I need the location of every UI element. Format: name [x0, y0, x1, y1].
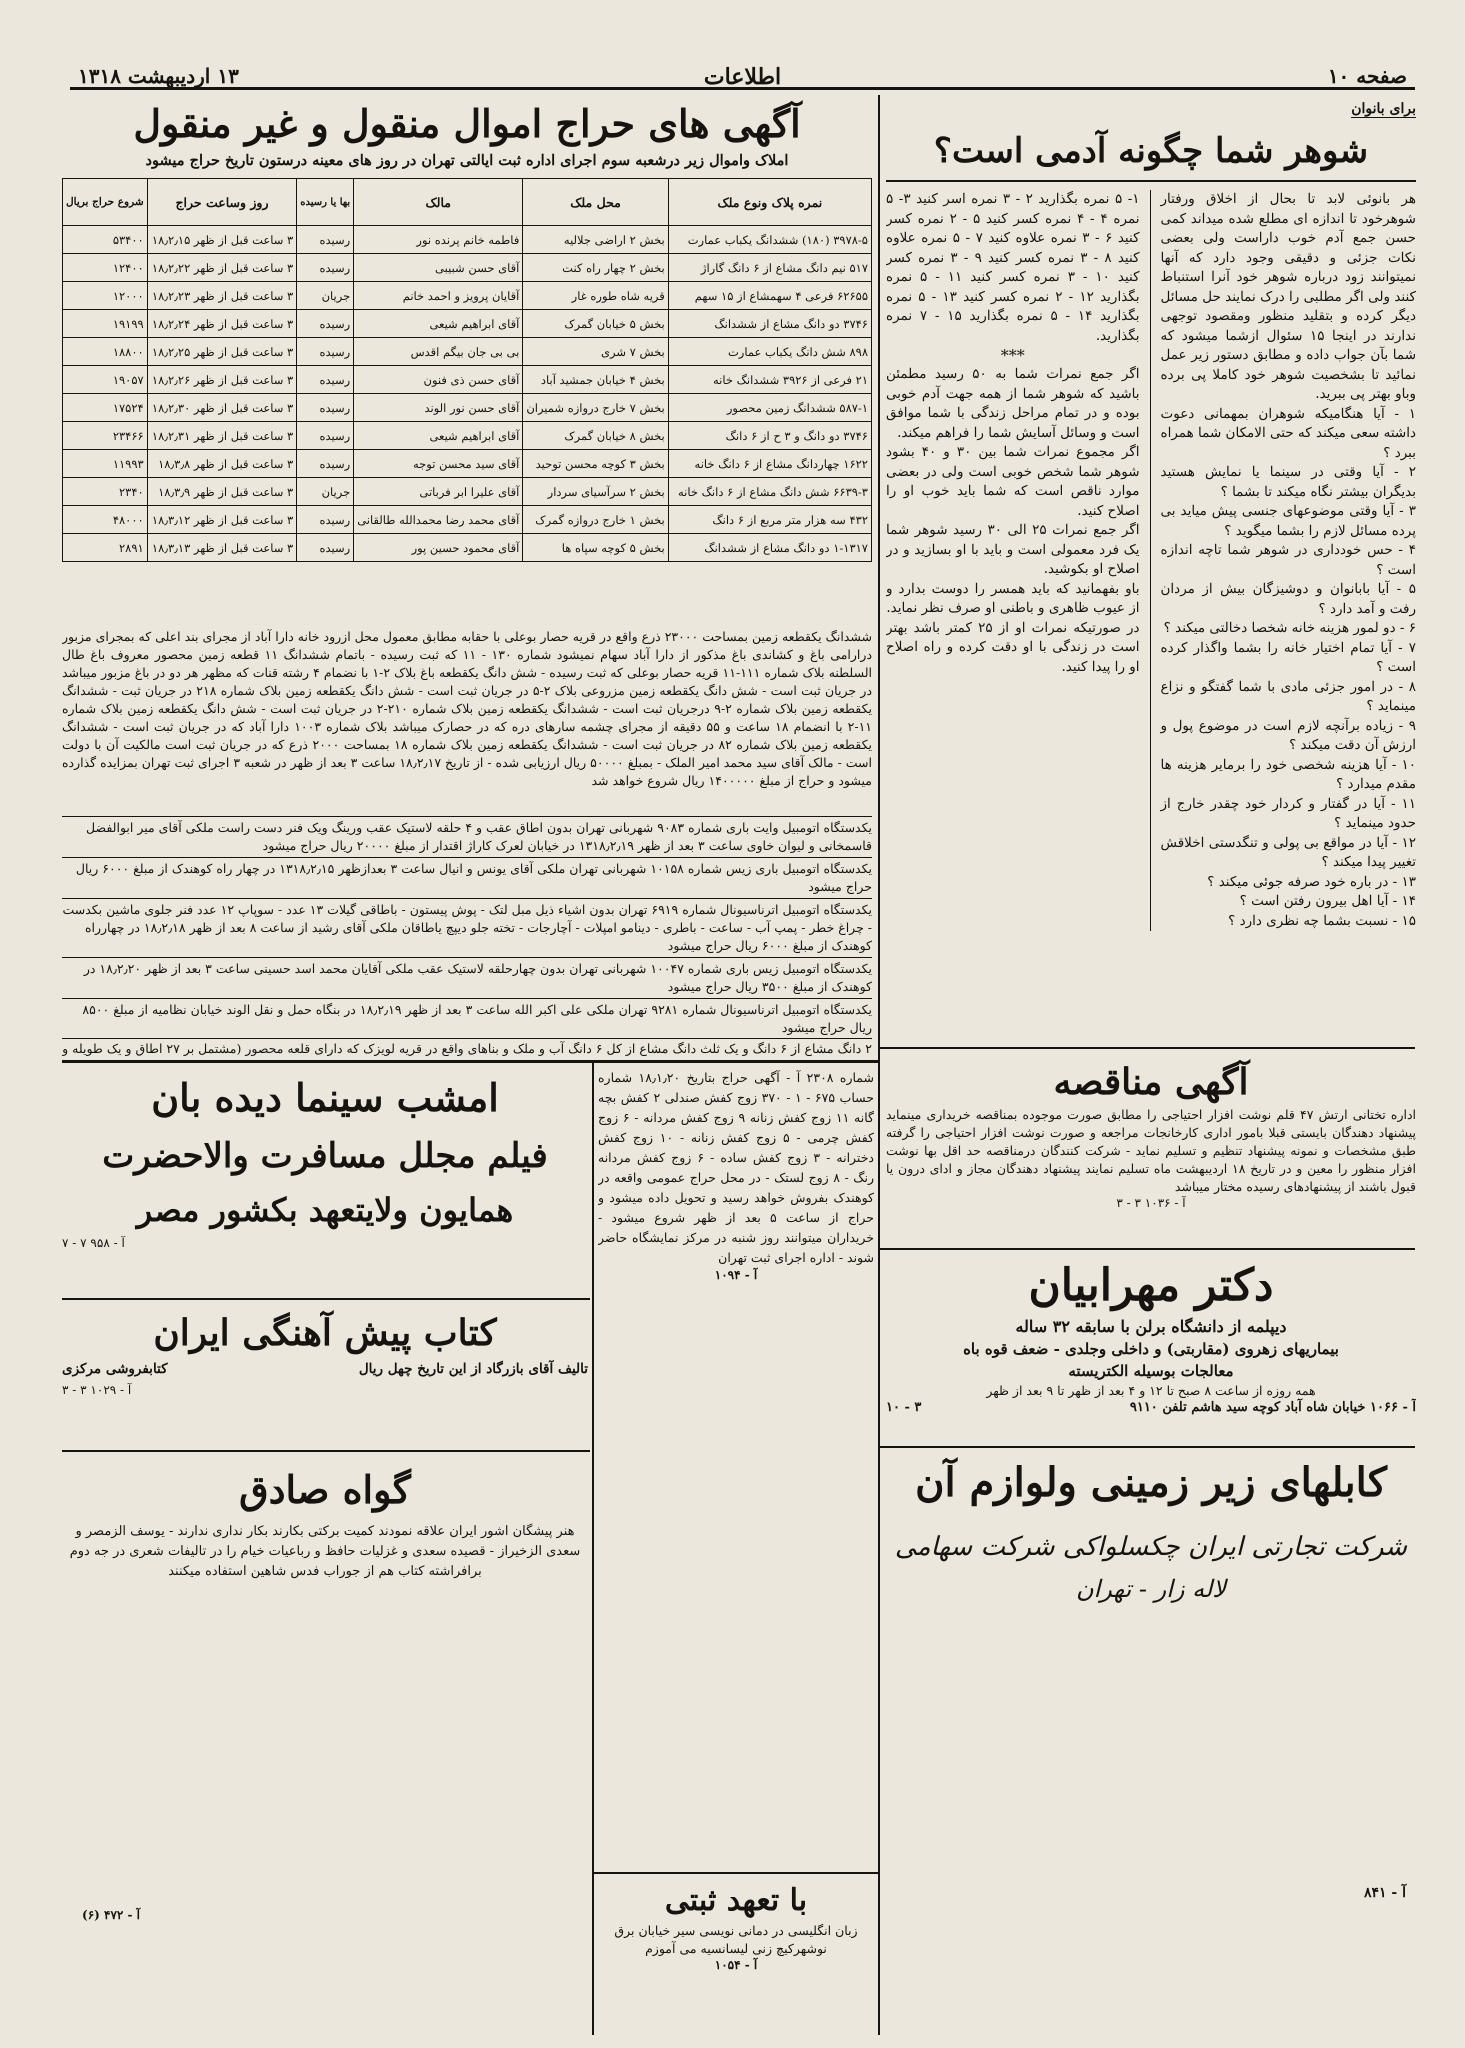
- page-number: صفحه ۱۰: [1327, 64, 1407, 88]
- table-row: ۲۱ فرعی از ۳۹۲۶ ششدانگ خانه بخش ۴ خیابان جمشید آباد آقای حسن ذی فنون رسیده ۳ ساعت قبل از ظهر ۱۸٫۲٫۲۶ ۱۹۰۵۷: [63, 366, 872, 394]
- vehicle-ad: یکدستگاه اتومبیل باری زیس شماره ۱۰۱۵۸ شهربانی تهران ملکی آقای یونس و انیال ساعت ۳ بعدازظهر ۱۳۱۸٫۲٫۱۵ در چهار راه کوهندک از مبلغ ۶۰۰۰ ریال حراج میشود: [62, 858, 872, 899]
- tender-ad: [886, 1058, 1416, 1243]
- bazaar-notice: [598, 1068, 874, 1868]
- women-question: ۱۳ - در باره خود صرفه جوئی میکند ؟: [1207, 873, 1416, 890]
- women-question: ۲ - آیا وقتی در سینما یا نمایش هستید بدیگران بیشتر نگاه میکند تا بشما ؟: [1160, 464, 1416, 500]
- newspaper-name: اطلاعات: [703, 64, 782, 90]
- auction-table: [62, 178, 872, 562]
- tender-code: آ - ۱۰۳۶ ۳ - ۳: [1116, 1196, 1186, 1210]
- book-seller: کتابفروشی مرکزی: [62, 1361, 168, 1377]
- issue-date: ۱۳ اردیبهشت ۱۳۱۸: [78, 64, 239, 88]
- table-header: [63, 179, 872, 226]
- women-answer: باو بفهمانید که باید همسر را دوست بدارد و از عیوب ظاهری و باطنی او صرف نظر نماید.: [886, 580, 1140, 616]
- table-row: ۵۸۷-۱ ششدانگ زمین محصور بخش ۷ خارج دروازه شمیران آقای حسن نور الوند رسیده ۳ ساعت قبل از ظهر ۱۸٫۲٫۳۰ ۱۷۵۲۴: [63, 394, 872, 422]
- vehicle-ad: یکدستگاه اتومبیل وایت باری شماره ۹۰۸۳ شهربانی تهران بدون اطاق عقب و ۴ حلقه لاستیک عقب ورینگ ویک فنر دست راست ملکی آقای میر ابوالفضل قاسمخانی و لیوان خاوی ساعت ۳ بعد از ظهر ۱۳۱۸٫۲٫۱۹ در خیابان لعرک کاراژ اقتدار از مبلغ ۲۰۰۰۰ ریال حراج میشود: [62, 817, 872, 858]
- women-question: ۸ - در امور جزئی مادی با شما گفتگو و نزاع مینماید ؟: [1160, 678, 1416, 714]
- women-col-right: [1161, 190, 1416, 931]
- women-question: ۳ - آیا وقتی موضوعهای جنسی پیش میاید بی پرده مسائل لازم را بشما میگوید ؟: [1160, 503, 1416, 539]
- auction-detail-2: ۲ دانگ مشاع از ۶ دانگ و یک ثلث دانگ مشاع از کل ۶ دانگ آب و ملک و بناهای واقع در قریه لویزک که دارای قلعه محصور (مشتمل بر ۲۷ اطاق و یک طویله و: [62, 1041, 872, 1056]
- page-header: [70, 60, 1415, 90]
- book-title: کتاب پیش آهنگی ایران: [153, 1312, 497, 1354]
- auction-detail-text: ششدانگ یکقطعه زمین بمساحت ۲۳۰۰۰ ذرع واقع در قریه حصار بوعلی با حقابه مطابق معمول محل ازرود خانه دارا آباد از مجرای بند اعلی که بمجرای مزبور درارامی باغ و کشاندی باغ مذکور از دارا آباد سهام نمیشود شماره ۱۳۰ - ۱۱ که ثبت رسیده - باتمام ششدانگ ۱۱ قطعه زمین محصور معروف باغ طال السلطنه بلاک شماره ۱۱۱-۱۱ قریه حصار بوعلی که ثبت رسیده - شش دانگ یکقطعه باغ بلاک ۲-۱ با نضمام ۴ رشته قنات که مظهر هر دو در باغ مزبور میباشد در جریان ثبت است - شش دانگ یکقطعه زمین مزروعی بلاک ۲-۵ در جریان ثبت است - شش دانگ یکقطعه زمین بلاک شماره ۲۱۸ در جریان ثبت - ششدانگ یکقطعه زمین بلاک شماره ۲-۹ درجریان ثبت است - ششدانگ یکقطعه زمین بلاک شماره ۲۱۰-۲ در جریان ثبت است - شش دانگ یکقطعه زمین بلاک شماره ۱۱-۲ با انضمام ۱۸ ساعت و ۵۵ دقیقه از مجرای چشمه سارهای دره که در حصارک میباشد بلاک شماره ۱۰۰۳ دارا آباد که در جریان ثبت است - ششدانگ یکقطعه زمین بلاک شماره ۸۲ در جریان ثبت است - ششدانگ یکقطعه زمین بلاک شماره ۱۸ بمساحت ۲۰۰۰ ذرع که در جریان ثبت است مالکیت آن با دولت است - مالک آقای سید محمد امیر الملک - بمبلغ ۵۰۰۰۰ ریال ارزیابی شده - از تاریخ ۱۸٫۲٫۱۷ ساعت ۳ بعد از ظهر در شعبه ۳ اجرای ثبت تهران بمزایده گذارده میشود و حراج از مبلغ ۱۴۰۰۰۰۰ ریال شروع خواهد شد: [62, 628, 872, 817]
- cinema-line1: امشب سینما دیده بان: [151, 1075, 499, 1120]
- women-question: ۱۰ - آیا هزینه شخصی خود را برمایر هزینه ها مقدم میدارد ؟: [1160, 756, 1416, 792]
- witness-title: گواه صادق: [239, 1467, 411, 1512]
- doctor-diploma: دیپلمه از دانشگاه برلن با سابقه ۳۲ ساله: [1015, 1317, 1287, 1336]
- women-answer: در صورتیکه نمرات او از ۲۵ کمتر باشد بهتر است در زندگی با او دقت کرده و راه اصلاح او را پیدا کنید.: [886, 619, 1140, 675]
- doctor-address: آ - ۱۰۶۶ خیابان شاه آباد کوچه سید هاشم تلفن ۹۱۱۰: [1129, 1400, 1416, 1415]
- women-answer: اگر جمع نمرات ۲۵ الی ۳۰ رسید شوهر شما یک فرد معمولی است و باید با او بسازید و در اصلاح او بکوشید.: [886, 522, 1140, 577]
- auction-subtitle: املاک واموال زیر درشعبه سوم اجرای اداره ثبت ایالتی تهران در روز های معینه درستون تاریخ حراج میشود: [145, 152, 789, 169]
- column-divider-lower: [592, 1060, 594, 2035]
- book-text: تالیف آقای بازرگاد از این تاریخ چهل ریال: [358, 1361, 588, 1377]
- witness-ad: [62, 1458, 588, 2033]
- women-question: ۵ - آیا بابانوان و دوشیزگان بیش از مردان رفت و آمد دارد ؟: [1160, 581, 1416, 617]
- cinema-ad: [62, 1068, 588, 1293]
- table-row: ۳۷۴۶ دو دانگ مشاع از ششدانگ بخش ۵ خیابان گمرک آقای ابراهیم شیعی رسیده ۳ ساعت قبل از ظهر ۱۸٫۲٫۲۴ ۱۹۱۹۹: [63, 310, 872, 338]
- separator-stars: ***: [1000, 346, 1025, 365]
- vehicle-ad: یکدستگاه اتومبیل اترناسیونال شماره ۹۲۸۱ تهران ملکی علی اکبر الله ساعت ۳ بعد از ظهر ۱۸٫۲٫۱۹ در بنگاه حمل و نقل الوند خیابان نظامیه از مبلغ ۸۵۰۰ ریال حراج میشود: [62, 999, 872, 1038]
- women-col-left: [886, 190, 1140, 931]
- women-intro: هر بانوئی لابد تا بحال از اخلاق ورفتار شوهرخود تا اندازه ای مطلع شده میداند کمی حسن جمع آدم خوب داراست ولی بعضی نکات جزئی و دقیقی وجود دارد که آنها نمیتوانند زود درباره شوهر خود آنرا استنباط کنند ولی اگر مطلبی را درک نمایند حل مسائل دیگر کرده و بتقلید منظور ومقصود توجهی ندارند در اینجا ۱۵ سئوال ازشما میشود که شما بآن جواب داده و مطابق دستور زیر عمل نمائید تا بشخصیت شوهر خود کاملا پی برده وباو بهتر پی ببرید.: [1160, 191, 1416, 402]
- cable-ad: [886, 1455, 1416, 2035]
- women-question: ۷ - آیا تمام اختیار خانه را بشما واگذار کرده است ؟: [1160, 639, 1416, 675]
- table-row: ۸۹۸ شش دانگ یکباب عمارت بخش ۷ شری بی بی جان بیگم اقدس رسیده ۳ ساعت قبل از ظهر ۱۸٫۲٫۲۵ ۱۸۸۰۰: [63, 338, 872, 366]
- table-row: ۳۹۷۸-۵ (۱۸۰) ششدانگ یکباب عمارت بخش ۲ اراضی جلالیه فاطمه خانم پرنده نور رسیده ۳ ساعت قبل از ظهر ۱۸٫۲٫۱۵ ۵۳۴۰۰: [63, 226, 872, 254]
- doctor-treatment: معالجات بوسیله الکتریسته: [1068, 1362, 1234, 1380]
- women-answer: اگر جمع نمرات شما به ۵۰ رسید مطمئن باشید که شوهر شما از همه جهت آدم خوبی بوده و در تمام مراحل زندگی با شما موافق است و وسائل آسایش شما را فراهم میکند.: [886, 366, 1140, 441]
- col-header: محل ملک: [523, 179, 668, 226]
- cinema-line3: همایون ولایتعهد بکشور مصر: [136, 1191, 514, 1229]
- tender-text: اداره تختانی ارتش ۴۷ قلم نوشت افزار احتیاجی را مطابق صورت موجوده بمناقصه خریداری مینماید پیشنهاد دهندگان بایستی قبلا بامور اداری کارخانجات مراجعه و صورت نوشت افزار احتیاجی را گرفته طبق مشخصات و نمونه پیشنهاد تنظیم و تسلیم نماید - شرکت کنندگان درمناقصه حد اقل بها نوشت افزار منظور را معین و در تاریخ ۱۸ اردیبهشت ماه تسلیم نمایند پیشنهاد دهندگان مجاز و ادای درون یا قبول باشند از پیشنهادهای رسیده مختار میباشد: [886, 1107, 1416, 1194]
- bazaar-code: آ - ۱۰۹۴: [714, 1268, 758, 1282]
- vehicle-ad: یکدستگاه اتومبیل اترناسیونال شماره ۶۹۱۹ تهران بدون اشیاء ذیل مبل لتک - پوش پیستون - باطاقی گیلات ۱۳ عدد - سوپاپ ۱۲ عدد فنر جلوی ماشین بکدست - چراغ خطر - پمپ آب - ساعت - باطری - دینامو امپلات - آچارجات - تخته جلو دیپچ یاطاقان ملکی آقای رشید از ساعت ۸ بعد از ظهر ۱۸٫۲٫۱۸ در چهارراه کوهندک از مبلغ ۶۰۰۰ ریال حراج میشود: [62, 899, 872, 958]
- women-section: [886, 98, 1416, 1043]
- col-header: نمره پلاک ونوع ملک: [668, 179, 871, 226]
- commitment-ad: [598, 1880, 874, 2030]
- witness-text: هنر پیشگان اشور ایران علاقه نمودند کمیت برکتی بکارند بکار نداری ندارند - یوسف الزمصر و سعدی الزخیراز - قصیده سعدی و غزلیات حافظ و رباعیات خیام را در تالیفات شعری در جه دوم برافراشته کتاب هم از جوراب فدس شاهین استفاده میکنند: [69, 1524, 581, 1579]
- cable-city: لاله زار - تهران: [1076, 1575, 1226, 1603]
- commitment-text: زبان انگلیسی در دمانی نویسی سیر خیابان برق نوشهرکیچ زنی لیسانسیه می آموزم: [614, 1923, 858, 1956]
- table-row: ۶۶۳۹-۳ شش دانگ مشاع از ۶ دانگ خانه بخش ۲ سرآسیای سردار آقای علیرا ابر فرباتی جریان ۳ ساعت قبل از ظهر ۱۸٫۳٫۹ ۲۳۴۰: [63, 478, 872, 506]
- commitment-code: آ - ۱۰۵۴: [714, 1958, 758, 1972]
- section-label: برای بانوان: [1351, 101, 1416, 117]
- table-row: ۶۲۶۵۵ فرعی ۴ سهمشاع از ۱۵ سهم قریه شاه طوره غار آقایان پرویز و احمد خانم جریان ۳ ساعت قبل از ظهر ۱۸٫۲٫۲۳ ۱۲۰۰۰: [63, 282, 872, 310]
- women-question: ۱۵ - نسبت بشما چه نظری دارد ؟: [1228, 912, 1416, 929]
- col-header: روز وساعت حراج: [147, 179, 297, 226]
- tender-title: آگهی مناقصه: [1053, 1061, 1249, 1103]
- col-header: مالک: [354, 179, 523, 226]
- cable-code: آ - ۸۴۱: [1363, 1885, 1406, 1901]
- women-scoring: ۱- ۵ نمره بگذارید ۲ - ۳ نمره اسر کنید ۳- ۵ نمره ۴ - ۴ نمره کسر کنید ۵ - ۲ نمره کسر کنید ۶ - ۳ نمره علاوه کنید ۷ - ۵ نمره علاوه کنید ۸ - ۳ نمره کسر کنید ۹ - ۳ نمره کسر کنید ۱۰ - ۳ نمره کسر کنید ۱۱ - ۵ نمره بگذارید ۱۲ - ۲ نمره کسر کنید ۱۳ - ۵ نمره بگذارید ۱۴ - ۵ نمره بگذارید ۱۵ - ۷ نمره بگذارید.: [886, 191, 1140, 344]
- table-row: ۱۶۲۲ چهاردانگ مشاع از ۶ دانگ خانه بخش ۳ کوچه محسن توحید آقای سید محسن توجه رسیده ۳ ساعت قبل از ظهر ۱۸٫۳٫۸ ۱۱۹۹۳: [63, 450, 872, 478]
- auction-section: [62, 98, 872, 618]
- table-row: ۳۷۴۶ دو دانگ و ۳ ح از ۶ دانگ بخش ۸ خیابان گمرک آقای ابراهیم شیعی رسیده ۳ ساعت قبل از ظهر ۱۸٫۲٫۳۱ ۲۳۴۶۶: [63, 422, 872, 450]
- women-question: ۱۲ - آیا در مواقع بی پولی و تنگدستی اخلاقش تغییر پیدا میکند ؟: [1160, 834, 1416, 870]
- doctor-code: ۳ - ۱۰: [886, 1400, 922, 1415]
- women-question: ۹ - زیاده برآنچه لازم است در موضوع پول و ارزش آن دقت میکند ؟: [1160, 717, 1416, 753]
- bazaar-text: شماره ۲۳۰۸ آ - آگهی حراج بتاریخ ۱۸٫۱٫۲۰ شماره حساب ۶۷۵ - ۱ - ۳۷۰ زوج کفش صندلی ۲ کفش بچه گانه ۱۱ زوج کفش زنانه ۹ زوج کفش مردانه - ۶ زوج کفش چرمی - ۵ زوج کفش زنانه - ۱۰ زوج کفش دخترانه - ۳ زوج کفش ساده - ۶ زوج کفش مردانه رنگ - ۸ زوج لستک - در محل حراج عمومی واقعه در کوهندک بفروش خواهد رسید و تحویل داده میشود و حراج از ساعت ۵ بعد از ظهر شروع میشود - خریداران میتوانند روز شنبه در مرکز نمایشگاه حاضر شوند - اداره اجرای ثبت تهران: [598, 1070, 874, 1265]
- book-ad: [62, 1305, 588, 1445]
- women-question: ۶ - دو لمور هزینه خانه شخصا دخالتی میکند ؟: [1163, 620, 1416, 636]
- auction-title: آگهی های حراج اموال منقول و غیر منقول: [133, 101, 801, 146]
- table-row: ۴۳۲ سه هزار متر مربع از ۶ دانگ بخش ۱ خارج دروازه گمرک آقای محمد رضا محمدالله طالقانی رسیده ۳ ساعت قبل از ظهر ۱۸٫۳٫۱۲ ۴۸۰۰۰: [63, 506, 872, 534]
- doctor-specialty: بیماریهای زهروی (مقاربتی) و داخلی وجلدی - ضعف قوه باه: [963, 1340, 1339, 1358]
- women-question: ۱۱ - آیا در گفتار و کردار خود چقدر خارج از حدود مینماید ؟: [1160, 795, 1416, 831]
- doctor-hours: همه روزه از ساعت ۸ صبح تا ۱۲ و ۴ بعد از ظهر تا ۹ بعد از ظهر: [986, 1383, 1316, 1398]
- book-code: آ - ۱۰۲۹ ۳ - ۳: [62, 1383, 132, 1397]
- table-row: ۱-۱۳۱۷ دو دانگ مشاع از ششدانگ بخش ۵ کوچه سپاه ها آقای محمود حسین پور رسیده ۳ ساعت قبل از ظهر ۱۸٫۳٫۱۳ ۲۸۹۱: [63, 534, 872, 562]
- women-question: ۴ - حس خودداری در شوهر شما تاچه اندازه است ؟: [1160, 542, 1416, 578]
- women-answer: اگر مجموع نمرات شما بین ۳۰ و ۴۰ بشود شوهر شما شخص خوبی است ولی در بعضی موارد ناقص است که شما باید خوب او را اصلاح کنید.: [886, 444, 1140, 519]
- cable-company: شرکت تجارتی ایران چکسلواکی شرکت سهامی: [894, 1532, 1408, 1562]
- doctor-name: دکتر مهرابیان: [1028, 1260, 1274, 1311]
- cinema-code: آ - ۹۵۸ ۷ - ۷: [62, 1236, 125, 1250]
- col-header: بها یا رسیده: [297, 179, 354, 226]
- auction-details: [62, 628, 872, 1038]
- women-question: ۱۴ - آیا اهل بیرون رفتن است ؟: [1239, 893, 1416, 909]
- table-row: ۵۱۷ نیم دانگ مشاع از ۶ دانگ گاراژ بخش ۲ چهار راه کنت آقای حسن شبیبی رسیده ۳ ساعت قبل از ظهر ۱۸٫۲٫۲۲ ۱۲۴۰۰: [63, 254, 872, 282]
- doctor-ad: [886, 1256, 1416, 1441]
- commitment-title: با تعهد ثبتی: [664, 1883, 808, 1918]
- women-question: ۱ - آیا هنگامیکه شوهران بمهمانی دعوت داشته سعی میکند که حتی الامکان شما همراه ببرد ؟: [1160, 405, 1416, 461]
- col-header: شروع حراج بریال: [63, 179, 148, 226]
- cinema-line2: فیلم مجلل مسافرت والاحضرت: [102, 1136, 548, 1176]
- women-title: شوهر شما چگونه آدمی است؟: [886, 128, 1416, 182]
- vehicle-ad: یکدستگاه اتومبیل زیس باری شماره ۱۰۰۴۷ شهربانی تهران بدون چهارحلقه لاستیک عقب ملکی آقایان محمد اسد حسینی ساعت ۳ بعد از ظهر ۱۸٫۲٫۲۰ در کوهندک از مبلغ ۳۵۰۰ ریال حراج میشود: [62, 958, 872, 999]
- cable-title: کابلهای زیر زمینی ولوازم آن: [915, 1459, 1387, 1506]
- column-divider-main: [878, 95, 880, 2035]
- witness-code: آ - ۴۷۲ (۶): [82, 1908, 141, 1922]
